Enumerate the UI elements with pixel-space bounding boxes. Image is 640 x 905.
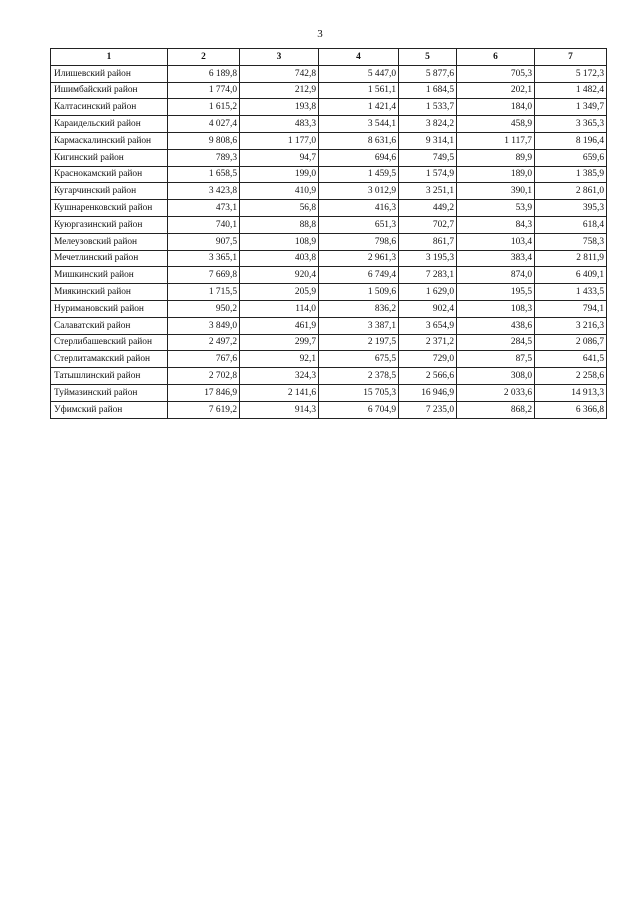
table-row [51, 183, 607, 200]
value-cell: 114,0 [240, 300, 319, 317]
value-cell: 1 684,5 [399, 82, 457, 99]
value-cell: 3 216,3 [535, 317, 607, 334]
value-cell: 202,1 [457, 82, 535, 99]
column-header: 4 [319, 49, 399, 66]
value-cell: 94,7 [240, 149, 319, 166]
table-body [51, 65, 607, 418]
value-cell: 1 715,5 [168, 284, 240, 301]
table-header-row [51, 49, 607, 66]
table-row [51, 267, 607, 284]
table-row [51, 401, 607, 418]
district-name-cell: Краснокамский район [51, 166, 168, 183]
value-cell: 742,8 [240, 65, 319, 82]
value-cell: 8 196,4 [535, 132, 607, 149]
district-name-cell: Салаватский район [51, 317, 168, 334]
value-cell: 1 574,9 [399, 166, 457, 183]
value-cell: 88,8 [240, 216, 319, 233]
value-cell: 403,8 [240, 250, 319, 267]
value-cell: 1 117,7 [457, 132, 535, 149]
value-cell: 6 749,4 [319, 267, 399, 284]
value-cell: 3 423,8 [168, 183, 240, 200]
value-cell: 14 913,3 [535, 384, 607, 401]
value-cell: 6 366,8 [535, 401, 607, 418]
table-row [51, 250, 607, 267]
value-cell: 193,8 [240, 99, 319, 116]
value-cell: 836,2 [319, 300, 399, 317]
value-cell: 212,9 [240, 82, 319, 99]
value-cell: 705,3 [457, 65, 535, 82]
value-cell: 2 861,0 [535, 183, 607, 200]
value-cell: 84,3 [457, 216, 535, 233]
value-cell: 3 365,1 [168, 250, 240, 267]
value-cell: 108,9 [240, 233, 319, 250]
table-row [51, 284, 607, 301]
value-cell: 651,3 [319, 216, 399, 233]
value-cell: 2 497,2 [168, 334, 240, 351]
data-table [50, 48, 607, 419]
value-cell: 473,1 [168, 200, 240, 217]
table-row [51, 166, 607, 183]
column-header: 5 [399, 49, 457, 66]
value-cell: 184,0 [457, 99, 535, 116]
value-cell: 861,7 [399, 233, 457, 250]
value-cell: 3 251,1 [399, 183, 457, 200]
value-cell: 868,2 [457, 401, 535, 418]
value-cell: 1 459,5 [319, 166, 399, 183]
value-cell: 108,3 [457, 300, 535, 317]
value-cell: 758,3 [535, 233, 607, 250]
value-cell: 92,1 [240, 351, 319, 368]
district-name-cell: Караидельский район [51, 116, 168, 133]
value-cell: 56,8 [240, 200, 319, 217]
value-cell: 1 177,0 [240, 132, 319, 149]
value-cell: 2 566,6 [399, 368, 457, 385]
value-cell: 461,9 [240, 317, 319, 334]
value-cell: 789,3 [168, 149, 240, 166]
value-cell: 950,2 [168, 300, 240, 317]
value-cell: 1 658,5 [168, 166, 240, 183]
district-name-cell: Мечетлинский район [51, 250, 168, 267]
value-cell: 3 544,1 [319, 116, 399, 133]
table-row [51, 300, 607, 317]
value-cell: 1 615,2 [168, 99, 240, 116]
value-cell: 3 824,2 [399, 116, 457, 133]
value-cell: 5 172,3 [535, 65, 607, 82]
table-row [51, 351, 607, 368]
value-cell: 1 482,4 [535, 82, 607, 99]
value-cell: 2 702,8 [168, 368, 240, 385]
value-cell: 907,5 [168, 233, 240, 250]
column-header: 3 [240, 49, 319, 66]
district-name-cell: Кармаскалинский район [51, 132, 168, 149]
value-cell: 17 846,9 [168, 384, 240, 401]
value-cell: 7 235,0 [399, 401, 457, 418]
value-cell: 3 654,9 [399, 317, 457, 334]
value-cell: 483,3 [240, 116, 319, 133]
value-cell: 308,0 [457, 368, 535, 385]
value-cell: 2 033,6 [457, 384, 535, 401]
value-cell: 920,4 [240, 267, 319, 284]
value-cell: 8 631,6 [319, 132, 399, 149]
value-cell: 3 365,3 [535, 116, 607, 133]
value-cell: 6 189,8 [168, 65, 240, 82]
table-row [51, 368, 607, 385]
value-cell: 794,1 [535, 300, 607, 317]
value-cell: 1 533,7 [399, 99, 457, 116]
value-cell: 641,5 [535, 351, 607, 368]
value-cell: 675,5 [319, 351, 399, 368]
table-row [51, 317, 607, 334]
value-cell: 395,3 [535, 200, 607, 217]
value-cell: 767,6 [168, 351, 240, 368]
table-row [51, 200, 607, 217]
value-cell: 9 314,1 [399, 132, 457, 149]
value-cell: 299,7 [240, 334, 319, 351]
value-cell: 410,9 [240, 183, 319, 200]
value-cell: 3 012,9 [319, 183, 399, 200]
table-row [51, 82, 607, 99]
value-cell: 1 385,9 [535, 166, 607, 183]
district-name-cell: Куюргазинский район [51, 216, 168, 233]
value-cell: 416,3 [319, 200, 399, 217]
value-cell: 4 027,4 [168, 116, 240, 133]
value-cell: 189,0 [457, 166, 535, 183]
column-header: 1 [51, 49, 168, 66]
value-cell: 2 811,9 [535, 250, 607, 267]
column-header: 6 [457, 49, 535, 66]
value-cell: 284,5 [457, 334, 535, 351]
value-cell: 2 086,7 [535, 334, 607, 351]
value-cell: 874,0 [457, 267, 535, 284]
district-name-cell: Кугарчинский район [51, 183, 168, 200]
table-row [51, 99, 607, 116]
district-name-cell: Татышлинский район [51, 368, 168, 385]
value-cell: 6 704,9 [319, 401, 399, 418]
value-cell: 7 283,1 [399, 267, 457, 284]
value-cell: 383,4 [457, 250, 535, 267]
value-cell: 2 258,6 [535, 368, 607, 385]
district-name-cell: Мелеузовский район [51, 233, 168, 250]
table-row [51, 65, 607, 82]
district-name-cell: Калтасинский район [51, 99, 168, 116]
value-cell: 798,6 [319, 233, 399, 250]
value-cell: 103,4 [457, 233, 535, 250]
value-cell: 205,9 [240, 284, 319, 301]
value-cell: 1 433,5 [535, 284, 607, 301]
value-cell: 659,6 [535, 149, 607, 166]
value-cell: 618,4 [535, 216, 607, 233]
value-cell: 2 961,3 [319, 250, 399, 267]
table-row [51, 116, 607, 133]
table-row [51, 216, 607, 233]
value-cell: 694,6 [319, 149, 399, 166]
value-cell: 53,9 [457, 200, 535, 217]
value-cell: 15 705,3 [319, 384, 399, 401]
district-name-cell: Туймазинский район [51, 384, 168, 401]
value-cell: 87,5 [457, 351, 535, 368]
value-cell: 458,9 [457, 116, 535, 133]
value-cell: 729,0 [399, 351, 457, 368]
column-header: 7 [535, 49, 607, 66]
table-row [51, 384, 607, 401]
value-cell: 390,1 [457, 183, 535, 200]
value-cell: 3 387,1 [319, 317, 399, 334]
table-row [51, 334, 607, 351]
value-cell: 914,3 [240, 401, 319, 418]
value-cell: 2 371,2 [399, 334, 457, 351]
value-cell: 1 349,7 [535, 99, 607, 116]
page-number: 3 [317, 28, 323, 40]
district-name-cell: Уфимский район [51, 401, 168, 418]
value-cell: 16 946,9 [399, 384, 457, 401]
table-row [51, 233, 607, 250]
column-header: 2 [168, 49, 240, 66]
value-cell: 1 421,4 [319, 99, 399, 116]
value-cell: 195,5 [457, 284, 535, 301]
value-cell: 749,5 [399, 149, 457, 166]
value-cell: 89,9 [457, 149, 535, 166]
district-name-cell: Мишкинский район [51, 267, 168, 284]
district-name-cell: Нуримановский район [51, 300, 168, 317]
value-cell: 2 197,5 [319, 334, 399, 351]
value-cell: 2 378,5 [319, 368, 399, 385]
district-name-cell: Стерлибашевский район [51, 334, 168, 351]
value-cell: 1 561,1 [319, 82, 399, 99]
value-cell: 6 409,1 [535, 267, 607, 284]
value-cell: 7 669,8 [168, 267, 240, 284]
district-name-cell: Кигинский район [51, 149, 168, 166]
value-cell: 7 619,2 [168, 401, 240, 418]
value-cell: 2 141,6 [240, 384, 319, 401]
value-cell: 9 808,6 [168, 132, 240, 149]
value-cell: 324,3 [240, 368, 319, 385]
value-cell: 702,7 [399, 216, 457, 233]
district-name-cell: Миякинский район [51, 284, 168, 301]
value-cell: 1 774,0 [168, 82, 240, 99]
value-cell: 5 447,0 [319, 65, 399, 82]
table-row [51, 132, 607, 149]
district-name-cell: Ишимбайский район [51, 82, 168, 99]
value-cell: 3 849,0 [168, 317, 240, 334]
value-cell: 5 877,6 [399, 65, 457, 82]
value-cell: 1 629,0 [399, 284, 457, 301]
value-cell: 902,4 [399, 300, 457, 317]
value-cell: 449,2 [399, 200, 457, 217]
value-cell: 199,0 [240, 166, 319, 183]
value-cell: 740,1 [168, 216, 240, 233]
table-row [51, 149, 607, 166]
district-name-cell: Кушнаренковский район [51, 200, 168, 217]
value-cell: 1 509,6 [319, 284, 399, 301]
value-cell: 438,6 [457, 317, 535, 334]
value-cell: 3 195,3 [399, 250, 457, 267]
district-name-cell: Илишевский район [51, 65, 168, 82]
district-name-cell: Стерлитамакский район [51, 351, 168, 368]
